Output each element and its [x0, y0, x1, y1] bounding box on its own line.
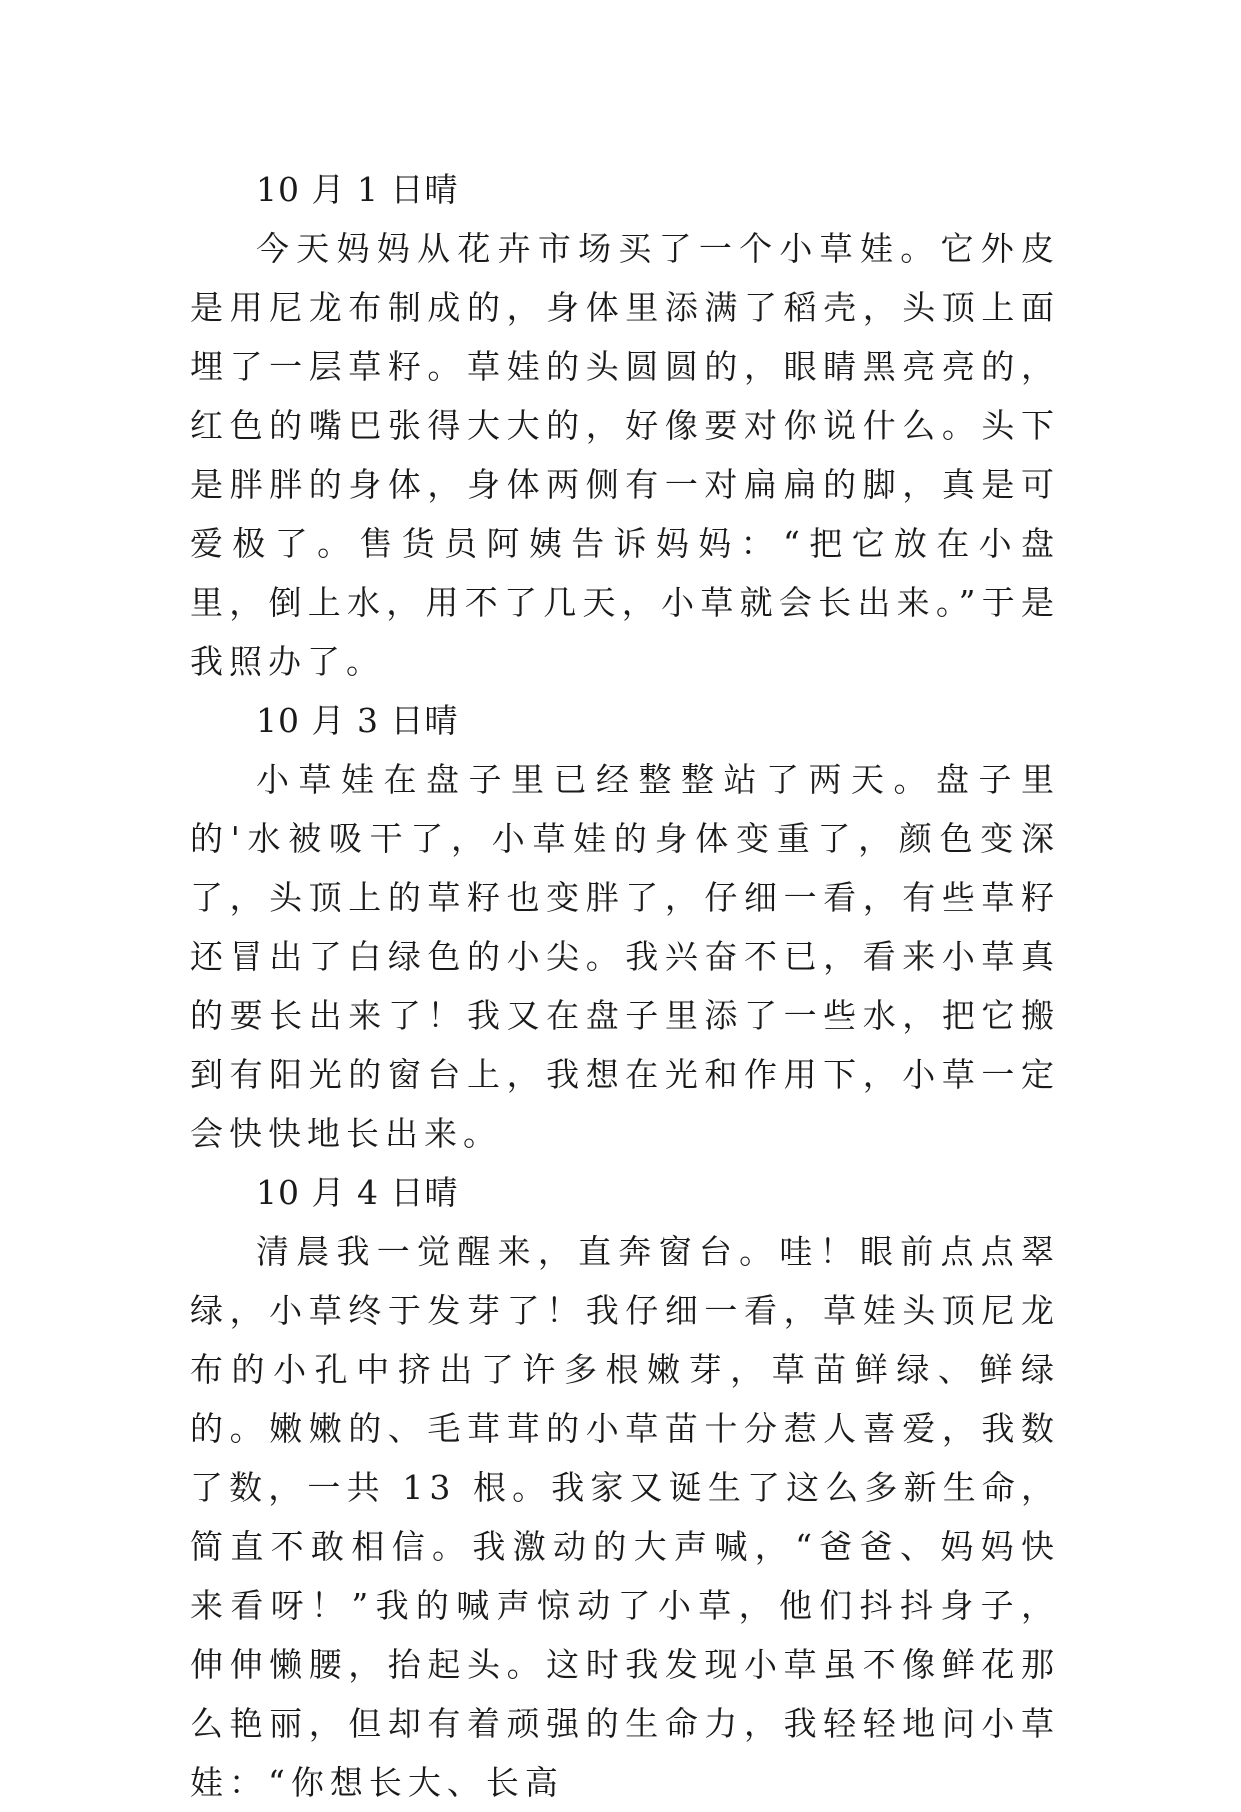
- entry-date: 10 月 1 日晴: [256, 170, 459, 209]
- entry-date: 10 月 3 日晴: [256, 701, 459, 740]
- entry-paragraph: 今天妈妈从花卉市场买了一个小草娃。它外皮是用尼龙布制成的，身体里添满了稻壳，头顶上面埋了一层草籽。草娃的头圆圆的，眼睛黑亮亮的，红色的嘴巴张得大大的，好像要对你说什么。头下是胖胖的身体，身体两侧有一对扁扁的脚，真是可爱极了。售货员阿姨告诉妈妈：“把它放在小盘里，倒上水，用不了几天，小草就会长出来。”于是我照办了。: [190, 229, 1060, 681]
- diary-content: [190, 160, 1060, 1812]
- entry-paragraph: 清晨我一觉醒来，直奔窗台。哇！眼前点点翠绿，小草终于发芽了！我仔细一看，草娃头顶尼龙布的小孔中挤出了许多根嫩芽，草苗鲜绿、鲜绿的。嫩嫩的、毛茸茸的小草苗十分惹人喜爱，我数了数，一共 13 根。我家又诞生了这么多新生命，简直不敢相信。我激动的大声喊，“爸爸、妈妈快来看呀！”我的喊声惊动了小草，他们抖抖身子，伸伸懒腰，抬起头。这时我发现小草虽不像鲜花那么艳丽，但却有着顽强的生命力，我轻轻地问小草娃：“你想长大、长高: [190, 1232, 1060, 1802]
- entry-date: 10 月 4 日晴: [256, 1173, 459, 1212]
- entry-paragraph: 小草娃在盘子里已经整整站了两天。盘子里的'水被吸干了，小草娃的身体变重了，颜色变深了，头顶上的草籽也变胖了，仔细一看，有些草籽还冒出了白绿色的小尖。我兴奋不已，看来小草真的要长出来了！我又在盘子里添了一些水，把它搬到有阳光的窗台上，我想在光和作用下，小草一定会快快地长出来。: [190, 760, 1060, 1153]
